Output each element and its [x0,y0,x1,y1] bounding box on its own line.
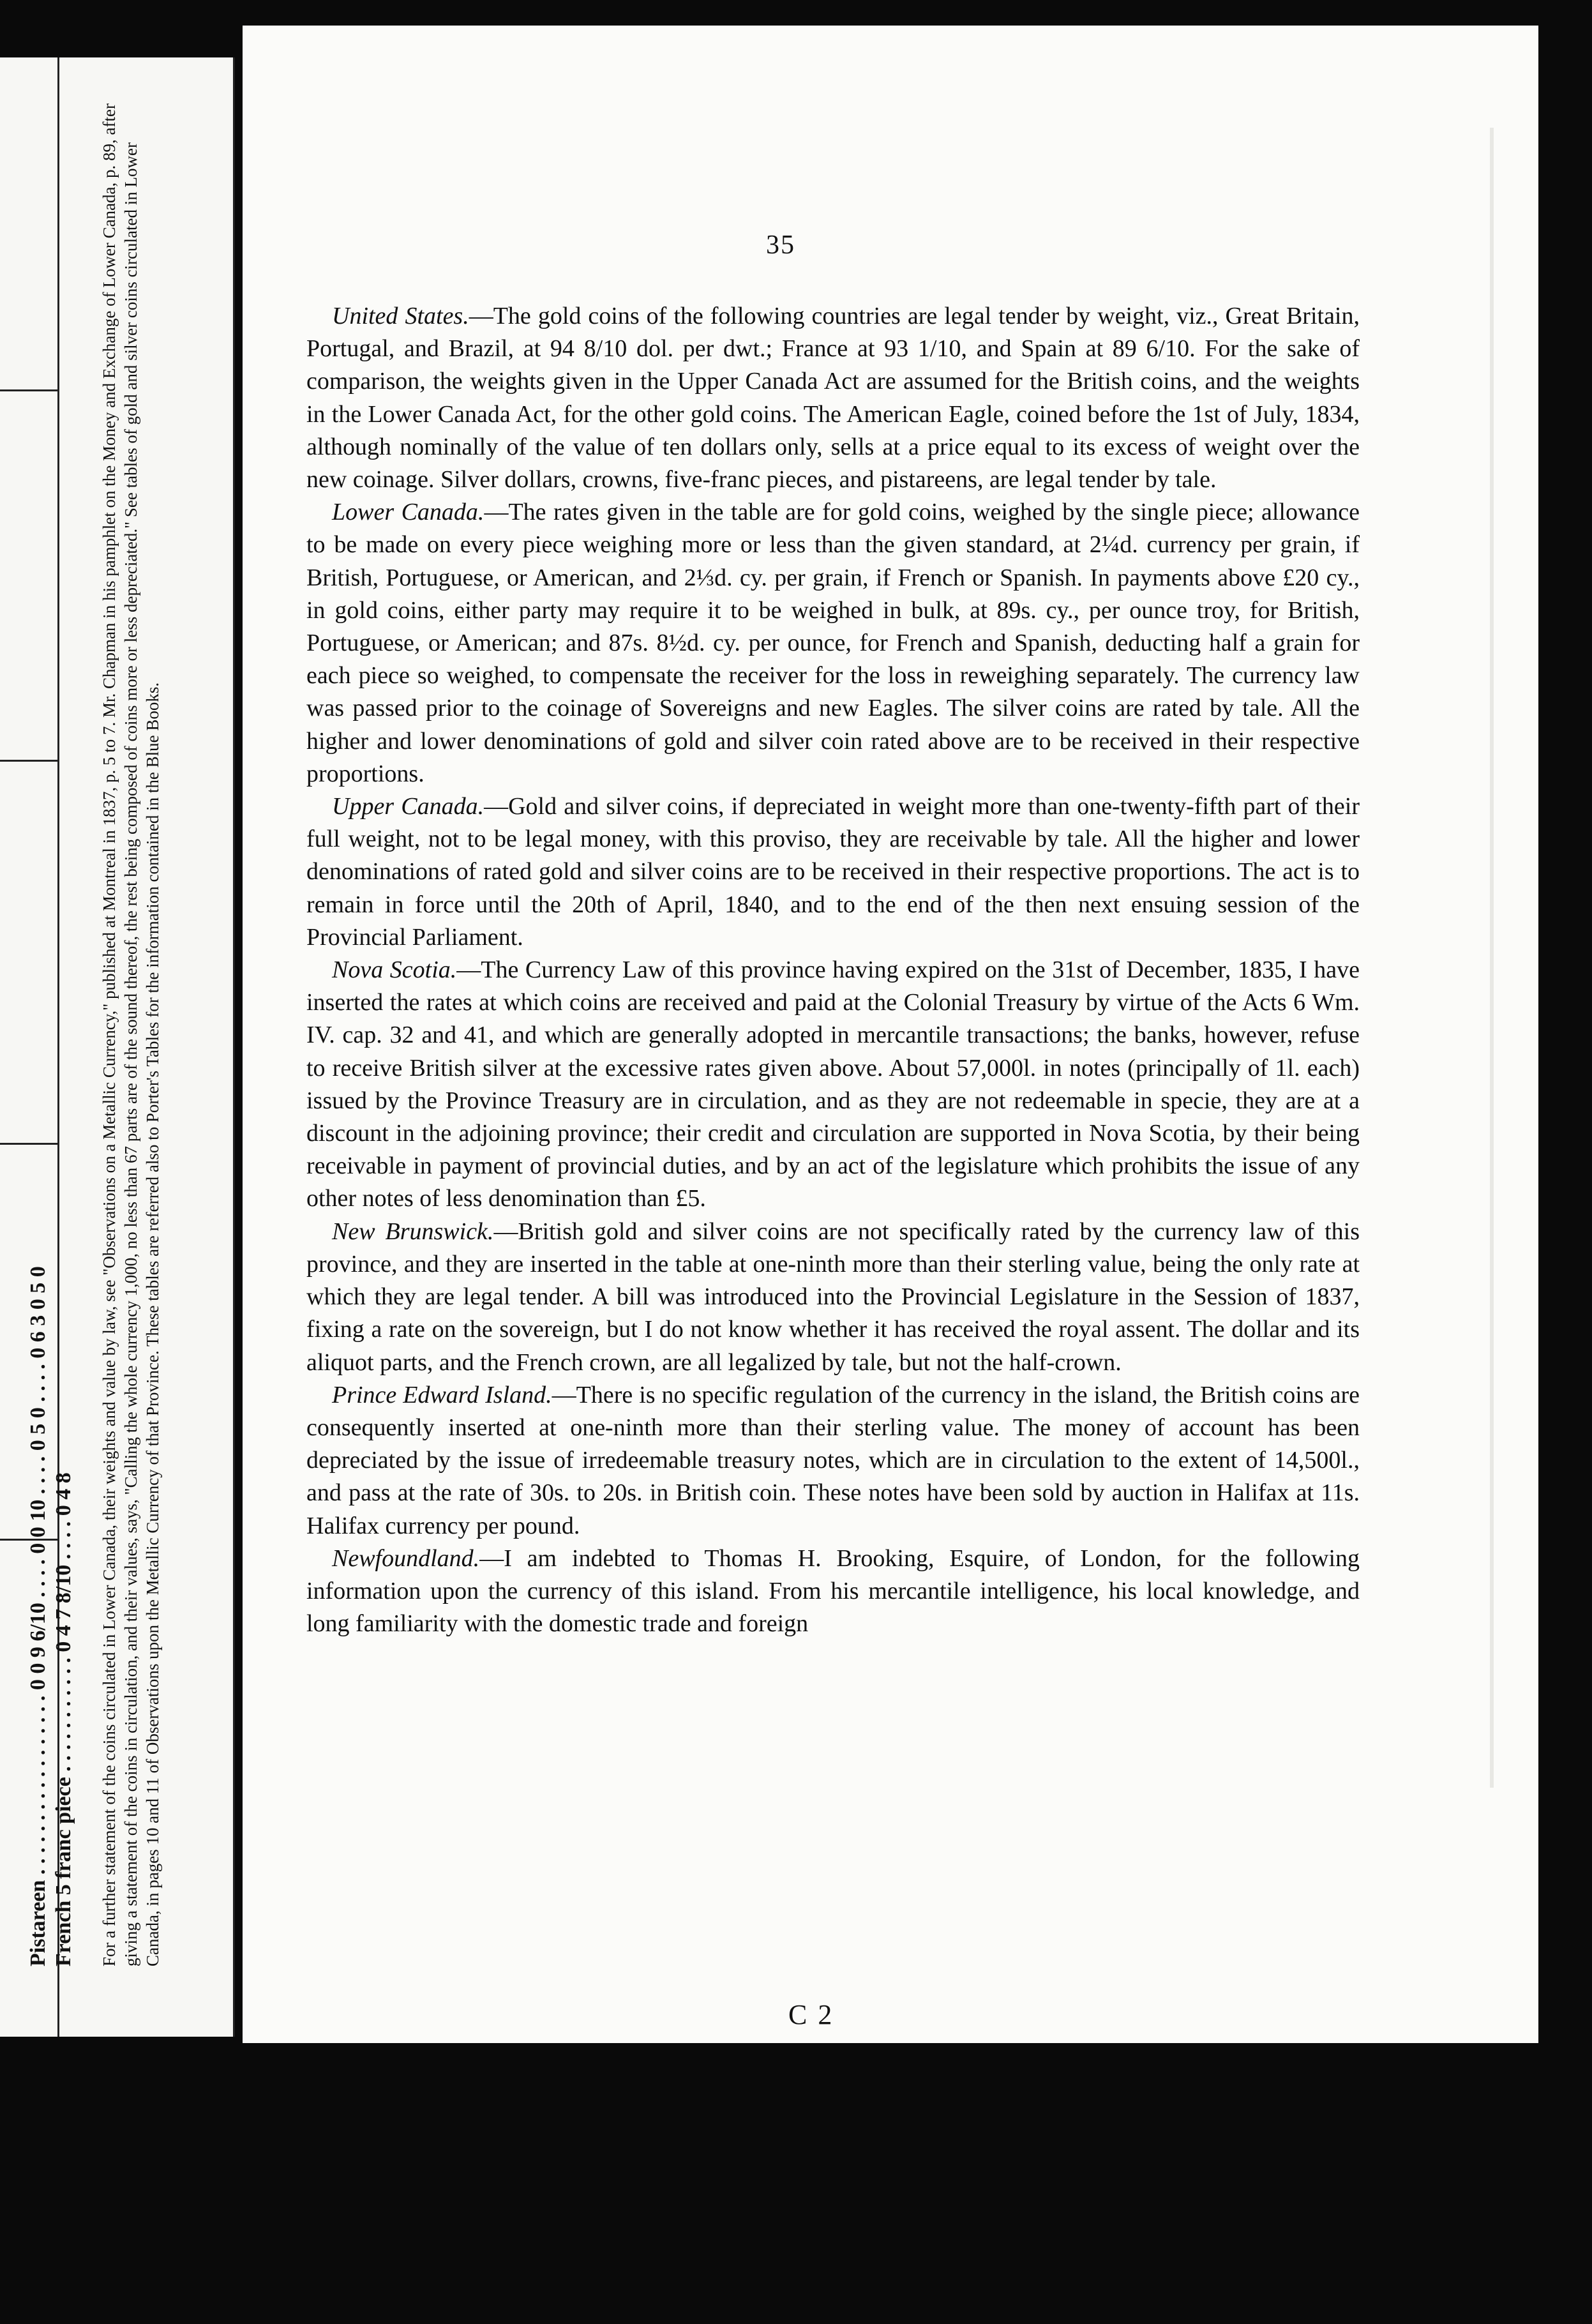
section-heading: Prince Edward Island. [332,1381,552,1408]
section-heading: Newfoundland. [332,1544,480,1572]
section-heading: United States. [332,303,469,329]
rotated-table [26,51,217,1966]
section-heading: Upper Canada. [332,793,484,820]
paragraph-newfoundland [306,1543,1360,1641]
paragraph-text: —British gold and silver coins are not specifically rated by the currency law of this province, and they are inserted in the table at one-ninth more than their sterling value, being the only rate at which they are legal tender. A bill was introduced into the Provincial Legislature in the Session of 1837, fixing a rate on the sovereign, but I do not know whether it has received the royal assent. The dollar and its aliquot parts, and the French crown, are all legalized by tale, but not the half-crown. [306,1218,1360,1376]
table-row-pistareen: Pistareen . . . . . . . . . . . . . . . . . 0 0 9 6/10 . . . . 0 0 10 . . . . 0 5 0 . . . . 0 6 3 0 5 0 [26,1266,50,1966]
paragraph-text: —The Currency Law of this province having expired on the 31st of December, 1835, I have inserted the rates at which coins are received and paid at the Colonial Treasury by virtue of the Acts 6 Wm. IV. cap. 32 and 41, and which are generally adopted in mercantile transactions; the banks, however, refuse to receive British silver at the excessive rates given above. About 57,000l. in notes (principally of 1l. each) issued by the Province Treasury are in circulation, and as they are not redeemable in specie, they are at a discount in the adjoining province; their credit and circulation are supported in Nova Scotia, by their being receivable in payment of provincial duties, and by an act of the legislature which prohibits the issue of any other notes of less denomination than £5. [306,956,1360,1212]
body-text [306,300,1360,1640]
paragraph-new-brunswick [306,1216,1360,1379]
page-number: 35 [766,230,795,260]
paragraph-lower-canada [306,496,1360,790]
paragraph-upper-canada [306,790,1360,954]
table-footnote: For a further statement of the coins circulated in Lower Canada, their weights and value by law, see "Observations on a Metallic Currency," published at Montreal in 1837, p. 5 to 7. Mr. Chapman in his pamphlet on the Money and Exchange of Lower Canada, p. 89, after giving a statement of the coins in circulation, and their values, says, "Calling the whole currency 1,000, no less than 67 parts are of the sound thereof, the rest being composed of coins more or less depreciated." See tables of gold and silver coins circulated in Lower Canada, in pages 10 and 11 of Observations upon the Metallic Currency of that Province. These tables are referred also to Porter's Tables for the information contained in the Blue Books. [100,103,162,1966]
paragraph-text: —Gold and silver coins, if depreciated in weight more than one-twenty-fifth part of their full weight, not to be legal money, with this proviso, they are receivable by tale. All the higher and lower denominations of rated gold and silver coins are to be received in their respective proportions. The act is to remain in force until the 20th of April, 1840, and to the end of the then next ensuing session of the Provincial Parliament. [306,793,1360,951]
section-heading: Nova Scotia. [332,956,457,984]
signature-mark: C 2 [788,1999,834,2030]
section-heading: Lower Canada. [332,499,484,526]
section-heading: New Brunswick. [332,1218,494,1245]
paragraph-text: —There is no specific regulation of the currency in the island, the British coins are consequently inserted at one-ninth more than their sterling value. The money of account has been depreciated by the issue of irredeemable treasury notes, which are in circulation to the extent of 14,500l., and pass at the rate of 30s. to 20s. in British coin. These notes have been sold by auction in Halifax at 11s. Halifax currency per pound. [306,1381,1360,1539]
page [243,26,1538,2043]
page-edge [1490,128,1494,1788]
paragraph-text: —The rates given in the table are for gold coins, weighed by the single piece; allowance to be made on every piece weighing more or less than the given standard, at 2¼d. currency per grain, if British, Portuguese, or American, and 2⅓d. cy. per grain, if French or Spanish. In payments above £20 cy., in gold coins, either party may require it to be weighed in bulk, at 89s. cy., per ounce troy, for British, Portuguese, or American; and 87s. 8½d. cy. per ounce, for French and Spanish, deducting half a grain for each piece so weighed, to compensate the receiver for the loss in reweighing separately. The currency law was passed prior to the coinage of Sovereigns and new Eagles. The silver coins are rated by tale. All the higher and lower denominations of gold and silver coin rated above are to be received in their respective proportions. [306,499,1360,787]
paragraph-prince-edward-island [306,1379,1360,1543]
paragraph-text: —I am indebted to Thomas H. Brooking, Esquire, of London, for the following information upon the currency of this island. From his mercantile intelligence, his local knowledge, and long familiarity with the domestic trade and foreign [306,1544,1360,1638]
paragraph-nova-scotia [306,954,1360,1216]
paragraph-united-states [306,300,1360,496]
table-row-french-5-franc: French 5 franc piece . . . . . . . . . . . 0 4 7 8/10 . . . . 0 4 8 [52,1472,75,1966]
paragraph-text: —The gold coins of the following countries are legal tender by weight, viz., Great Britain, Portugal, and Brazil, at 94 8/10 dol. per dwt.; France at 93 1/10, and Spain at 89 6/10. For the sake of comparison, the weights given in the Upper Canada Act are assumed for the British coins, and the weights in the Lower Canada Act, for the other gold coins. The American Eagle, coined before the 1st of July, 1834, although nominally of the value of ten dollars only, sells at a price equal to its excess of weight over the new coinage. Silver dollars, crowns, five-franc pieces, and pistareens, are legal tender by tale. [306,303,1360,494]
